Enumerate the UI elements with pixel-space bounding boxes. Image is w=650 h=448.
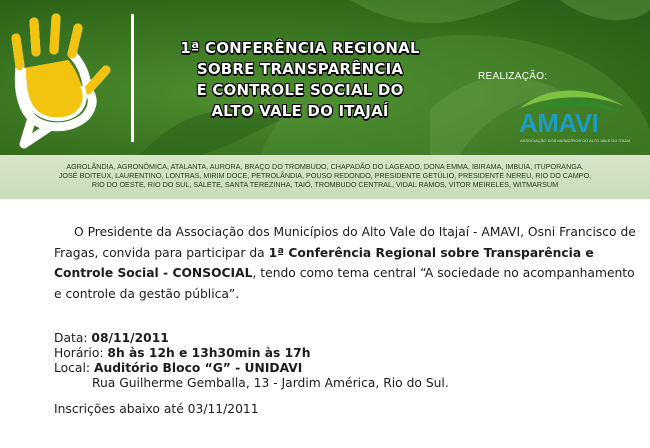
date-label: Data:	[54, 331, 92, 345]
time-label: Horário:	[54, 346, 108, 360]
invitation-paragraph	[54, 222, 644, 304]
place-row	[54, 361, 449, 376]
cities-line-2: JOSÉ BOITEUX, LAURENTINO, LONTRAS, MIRIM DOCE, PETROLÂNDIA, POUSO REDONDO, PRESIDENTE GETÚLIO, PRESIDENTE NEREU, RIO DO CAMPO,	[58, 171, 592, 180]
amavi-logo-subtext: ASSOCIAÇÃO DOS MUNICÍPIOS DO ALTO VALE DO ITAJAÍ	[520, 138, 631, 143]
title-line-1: 1ª CONFERÊNCIA REGIONAL	[180, 39, 420, 57]
header-banner	[0, 0, 650, 155]
event-details	[54, 331, 449, 391]
conference-name: 1ª Conferência Regional sobre Transparência e Controle Social - CONSOCIAL	[54, 245, 594, 280]
title-line-2: SOBRE TRANSPARÊNCIA	[196, 60, 404, 78]
place-value: Auditório Bloco “G” - UNIDAVI	[93, 361, 303, 375]
registration-note: Inscrições abaixo até 03/11/2011	[54, 402, 259, 416]
invitation-text-1: O Presidente da Associação dos Municípios do Alto Vale do Itajaí - AMAVI, Osni Francisco de Fragas, convida para participar da	[54, 225, 636, 260]
date-value: 08/11/2011	[91, 331, 169, 345]
title-line-3: E CONTROLE SOCIAL DO	[196, 81, 404, 99]
time-row	[54, 346, 449, 361]
hand-speech-bubble-icon	[2, 6, 122, 151]
cities-line-3: RIO DO OESTE, RIO DO SUL, SALETE, SANTA TEREZINHA, TAIÓ, TROMBUDO CENTRAL, VIDAL RAMOS, VITOR MEIRELES, WITMARSUM	[91, 180, 559, 189]
invitation-body	[54, 222, 644, 304]
time-value: 8h às 12h e 13h30min às 17h	[107, 346, 311, 360]
cities-line-1: AGROLÂNDIA, AGRONÔMICA, ATALANTA, AURORA, BRAÇO DO TROMBUDO, CHAPADÃO DO LAGEADO, DONA EMMA, IBIRAMA, IMBUIA, ITUPORANGA,	[66, 162, 584, 171]
realizacao-label: REALIZAÇÃO:	[478, 71, 548, 82]
member-cities-strip	[0, 155, 650, 199]
banner-divider	[131, 14, 134, 142]
title-line-4: ALTO VALE DO ITAJAÍ	[211, 102, 389, 120]
place-label: Local:	[54, 361, 94, 375]
amavi-logo-text: AMAVI	[519, 108, 599, 138]
conference-title	[150, 38, 450, 122]
address-row: Rua Guilherme Gemballa, 13 - Jardim América, Rio do Sul.	[92, 376, 449, 390]
invitation-text-2: , tendo como tema central “A sociedade no acompanhamento e controle da gestão pública”.	[54, 266, 635, 301]
date-row	[54, 331, 449, 346]
